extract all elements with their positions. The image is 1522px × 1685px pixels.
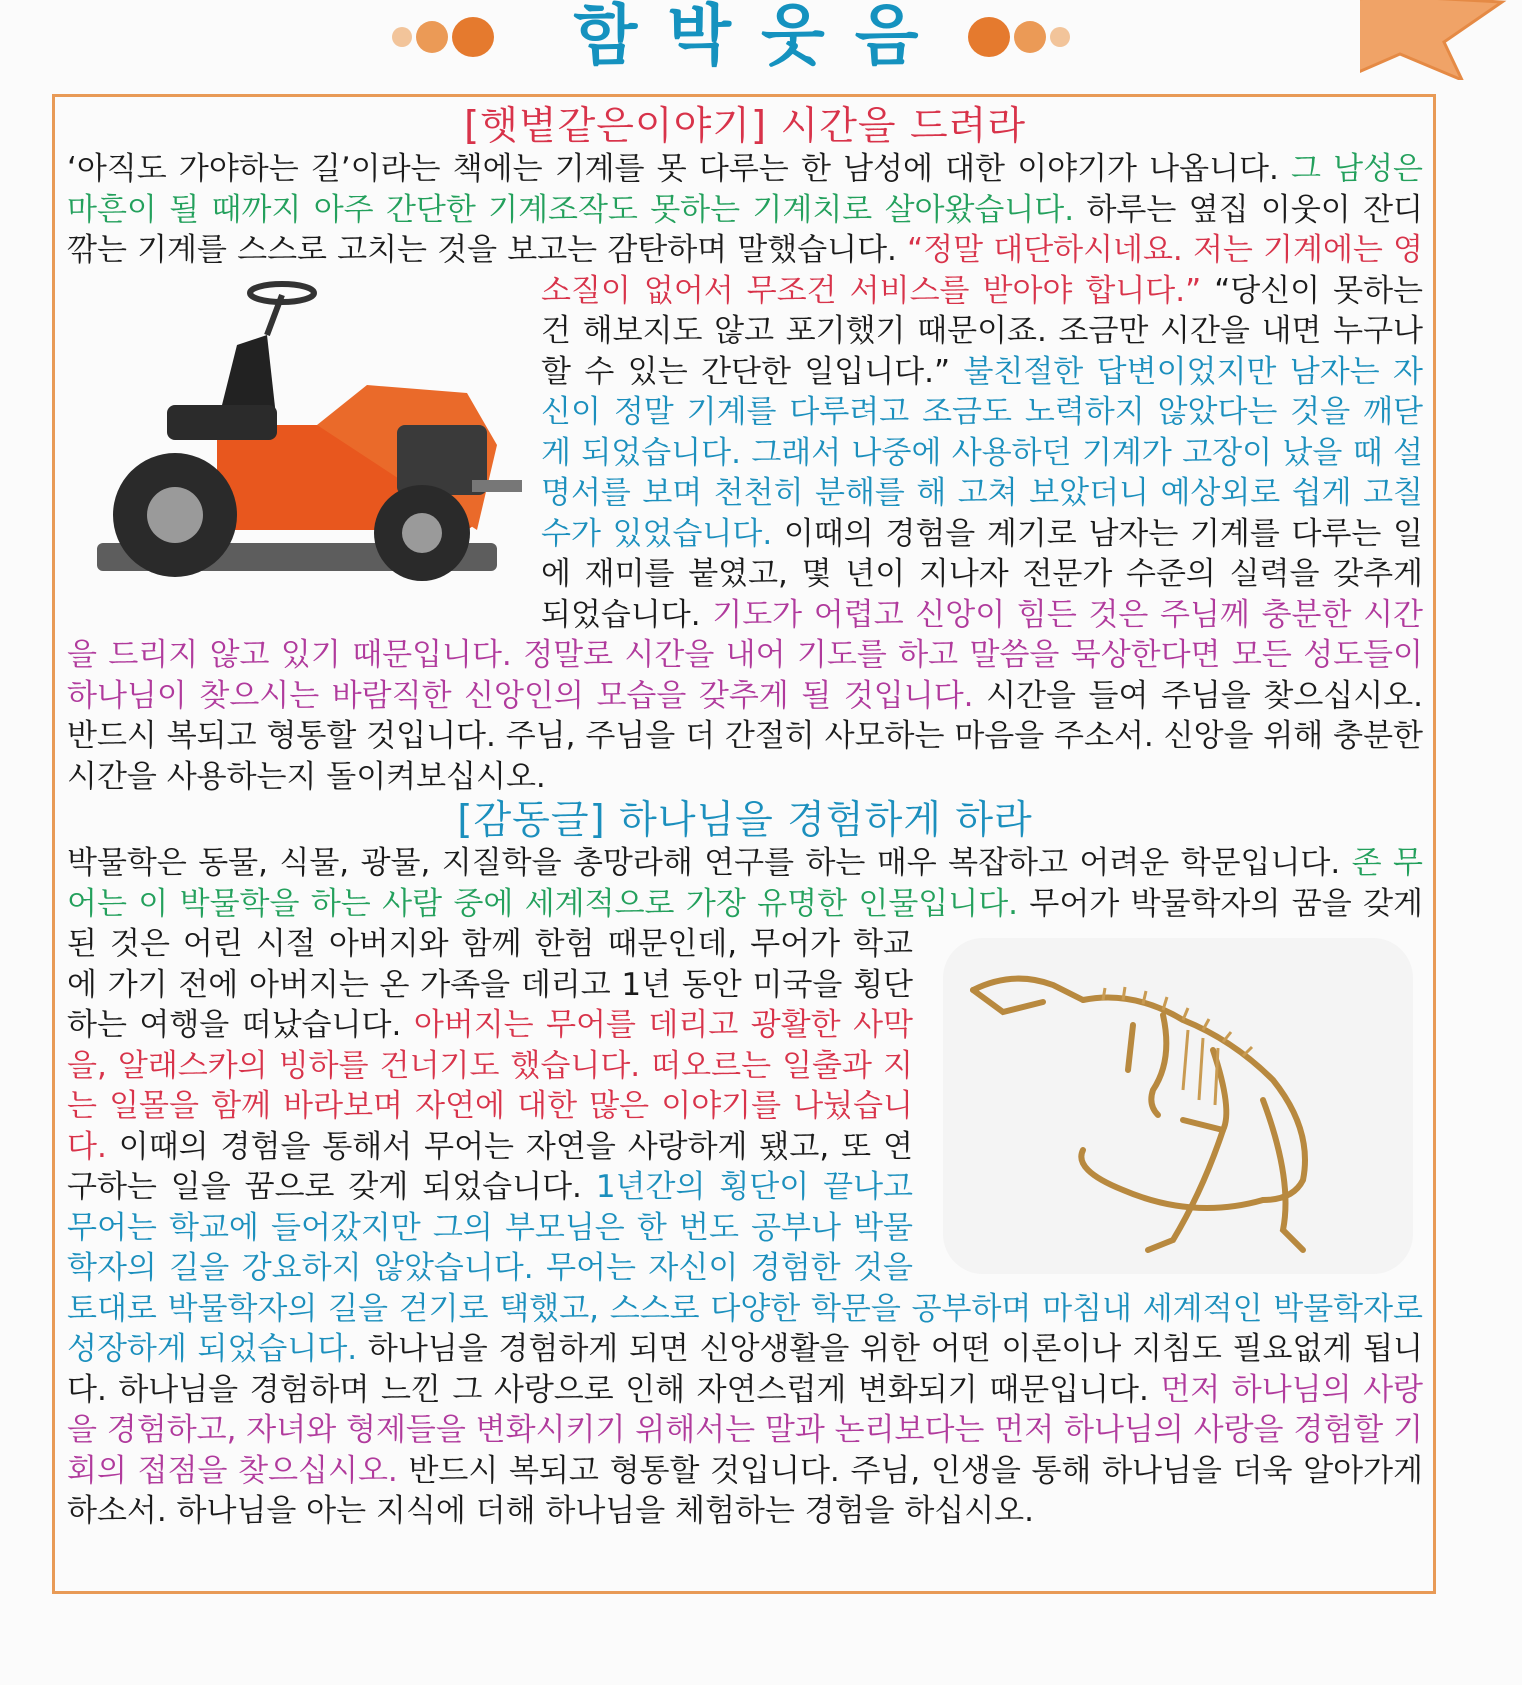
- masthead: [0, 0, 1522, 82]
- text-run: 1년간의 횡단이 끝나고 무어는 학교에 들어갔지만 그의 부모님은 한 번도 공부나 박물학자의 길을 강요하지 않았습니다. 무어는 자신이 경험한 것을 토대로 박물학자의 길을 걷기로 택했고, 스스로 다양한 학문을 공부하며 마침내 세계적인 박물학자로 성장하게 되었습니다.: [67, 1169, 1423, 1367]
- text-run: 불친절한 답변이었지만 남자는 자신이 정말 기계를 다루려고 조금도 노력하지 않았다는 것을 깨닫게 되었습니다. 그래서 나중에 사용하던 기계가 고장이 났을 때 설명서를 보며 천천히 분해를 해 고쳐 보았더니 예상외로 쉽게 고칠 수가 있었습니다.: [541, 353, 1423, 552]
- text-run: 박물학은 동물, 식물, 광물, 지질학을 총망라해 연구를 하는 매우 복잡하고 어려운 학문입니다.: [67, 845, 1352, 881]
- text-run: 이때의 경험을 계기로 남자는 기계를 다루는 일에 재미를 붙였고, 몇 년이 지나자 전문가 수준의 실력을 갖추게 되었습니다.: [541, 515, 1423, 633]
- text-run: 먼저 하나님의 사랑을 경험하고, 자녀와 형제들을 변화시키기 위해서는 말과 논리보다는 먼저 하나님의 사랑을 경험할 기회의 접점을 찾으십시오.: [67, 1371, 1423, 1489]
- right-dots-ornament: [968, 14, 1093, 54]
- section2-paragraph: [67, 843, 1423, 1532]
- page-title: 함박웃음: [573, 0, 949, 74]
- text-run: “정말 대단하시네요. 저는 기계에는 영 소질이 없어서 무조건 서비스를 받아야 합니다.”: [541, 232, 1423, 309]
- content-frame: [52, 94, 1436, 1594]
- lawn-mower-illustration: [67, 275, 527, 597]
- text-run: 아버지는 무어를 데리고 광활한 사막을, 알래스카의 빙하를 건너기도 했습니다. 떠오르는 일출과 지는 일몰을 함께 바라보며 자연에 대한 많은 이야기를 나눴습니다.: [67, 1007, 913, 1165]
- text-run: 무어가 박물학자의 꿈을 갖게 된 것은 어린 시절 아버지와 함께 한험 때문인데, 무어가 학교에 가기 전에 아버지는 온 가족을 데리고 1년 동안 미국을 횡단하는 여행을 떠났습니다.: [67, 885, 1423, 1043]
- dinosaur-skeleton-illustration: [933, 930, 1423, 1282]
- lawn-mower-icon: [67, 275, 527, 597]
- text-run: ‘아직도 가야하는 길’이라는 책에는 기계를 못 다루는 한 남성에 대한 이야기가 나옵니다.: [67, 151, 1292, 187]
- text-run: 이때의 경험을 통해서 무어는 자연을 사랑하게 됐고, 또 연구하는 일을 꿈으로 갖게 되었습니다.: [67, 1128, 913, 1205]
- star-icon: [1360, 0, 1510, 80]
- text-run: 그 남성은 마흔이 될 때까지 아주 간단한 기계조작도 못하는 기계치로 살아왔습니다.: [67, 151, 1423, 228]
- text-run: 반드시 복되고 형통할 것입니다. 주님, 인생을 통해 하나님을 더욱 알아가게 하소서. 하나님을 아는 지식에 더해 하나님을 체험하는 경험을 하십시오.: [67, 1452, 1423, 1529]
- text-run: 존 무어는 이 박물학을 하는 사람 중에 세계적으로 가장 유명한 인물입니다.: [67, 845, 1424, 922]
- text-run: 기도가 어렵고 신앙이 힘든 것은 주님께 충분한 시간을 드리지 않고 있기 때문입니다. 정말로 시간을 내어 기도를 하고 말씀을 묵상한다면 모든 성도들이 하나님이 찾으시는 바람직한 신앙인의 모습을 갖추게 될 것입니다.: [67, 596, 1423, 714]
- text-run: 시간을 들여 주님을 찾으십시오. 반드시 복되고 형통할 것입니다. 주님, 주님을 더 간절히 사모하는 마음을 주소서. 신앙을 위해 충분한 시간을 사용하는지 돌이켜보십시오.: [67, 677, 1423, 795]
- dinosaur-skeleton-icon: [933, 930, 1423, 1282]
- text-run: 하루는 옆집 이웃이 잔디 깎는 기계를 스스로 고치는 것을 보고는 감탄하며 말했습니다.: [67, 191, 1423, 268]
- section1-heading: [햇볕같은이야기] 시간을 드려라: [464, 104, 1026, 149]
- section2-heading: [감동글] 하나님을 경험하게 하라: [457, 798, 1033, 843]
- text-run: “당신이 못하는 건 해보지도 않고 포기했기 때문이죠. 조금만 시간을 내면 누구나 할 수 있는 간단한 일입니다.”: [541, 272, 1423, 390]
- article-body: [67, 105, 1423, 1532]
- section1-paragraph: [67, 149, 1423, 797]
- text-run: 하나님을 경험하게 되면 신앙생활을 위한 어떤 이론이나 지침도 필요없게 됩니다. 하나님을 경험하며 느낀 그 사랑으로 인해 자연스럽게 변화되기 때문입니다.: [67, 1331, 1423, 1408]
